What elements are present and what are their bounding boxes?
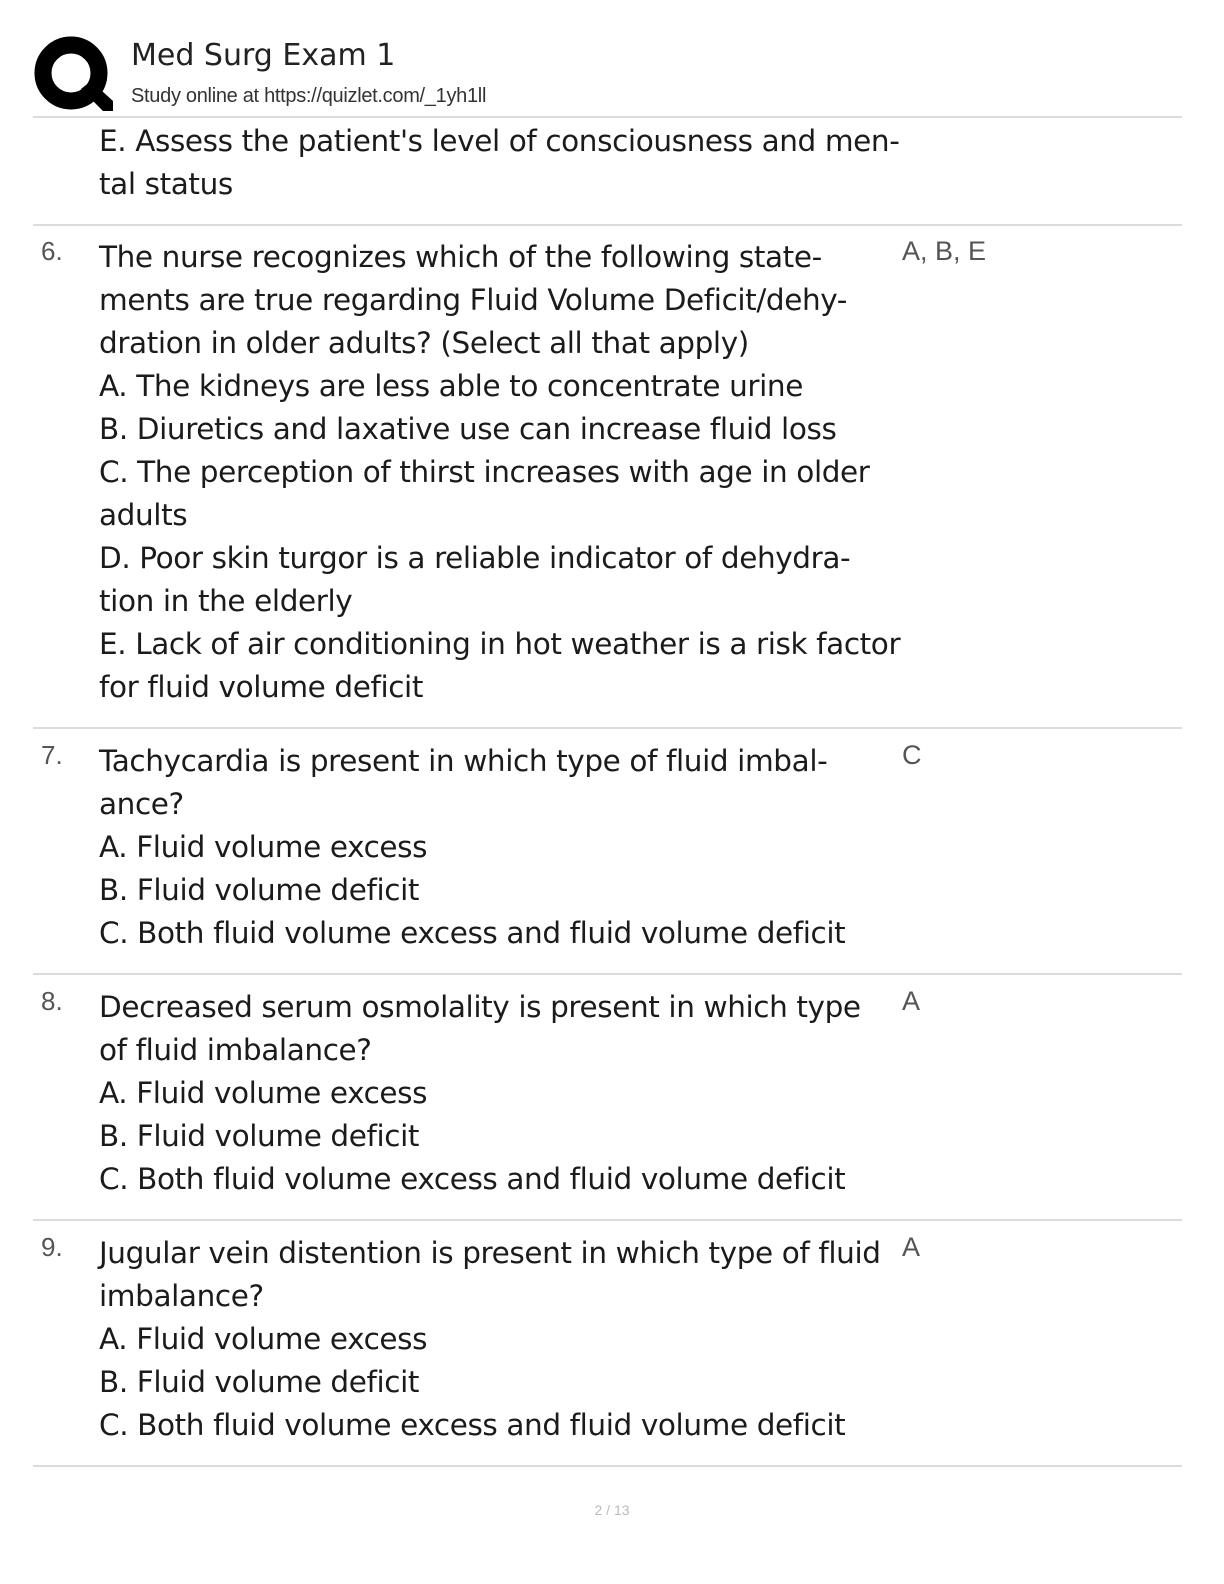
text-line: A. Fluid volume excess: [99, 830, 428, 864]
text-line: A. Fluid volume excess: [99, 1076, 428, 1110]
text-line: adults: [99, 498, 188, 532]
card-question: [99, 986, 899, 1201]
continuation-text: [99, 120, 899, 206]
card-number: 6.: [41, 236, 63, 266]
card-number: 9.: [41, 1232, 63, 1262]
text-line: dration in older adults? (Select all that apply): [99, 326, 749, 360]
text-line: B. Fluid volume deficit: [99, 1365, 420, 1399]
page-header: [33, 30, 1183, 116]
text-line: for fluid volume deficit: [99, 670, 424, 704]
flashcard-7: [33, 740, 1182, 966]
text-line: E. Assess the patient's level of consciousness and men-: [99, 124, 900, 158]
card-question: [99, 740, 899, 955]
card-question: [99, 1232, 899, 1447]
study-online-link[interactable]: Study online at https://quizlet.com/_1yh1ll: [131, 85, 487, 107]
document-title: Med Surg Exam 1: [131, 38, 396, 73]
text-line: tal status: [99, 167, 233, 201]
continuation-block: [33, 120, 1182, 220]
text-line: C. Both fluid volume excess and fluid volume deficit: [99, 916, 846, 950]
text-line: ance?: [99, 787, 184, 821]
page-number: 2 / 13: [594, 1502, 630, 1518]
flashcard-8: [33, 986, 1182, 1212]
text-line: Decreased serum osmolality is present in which type: [99, 990, 861, 1024]
divider: [33, 727, 1182, 729]
text-line: C. The perception of thirst increases with age in older: [99, 455, 870, 489]
text-line: B. Diuretics and laxative use can increase fluid loss: [99, 412, 837, 446]
card-number: 8.: [41, 986, 63, 1016]
divider: [33, 116, 1182, 118]
text-line: B. Fluid volume deficit: [99, 873, 420, 907]
text-line: C. Both fluid volume excess and fluid volume deficit: [99, 1408, 846, 1442]
text-line: imbalance?: [99, 1279, 264, 1313]
text-line: Jugular vein distention is present in which type of fluid: [99, 1236, 881, 1270]
flashcard-6: [33, 236, 1182, 716]
text-line: A. The kidneys are less able to concentrate urine: [99, 369, 803, 403]
card-number: 7.: [41, 740, 63, 770]
text-line: of fluid imbalance?: [99, 1033, 372, 1067]
card-question: [99, 236, 899, 709]
flashcard-9: [33, 1232, 1182, 1458]
text-line: C. Both fluid volume excess and fluid volume deficit: [99, 1162, 846, 1196]
divider: [33, 1465, 1182, 1467]
text-line: B. Fluid volume deficit: [99, 1119, 420, 1153]
quizlet-logo-icon: [33, 35, 113, 115]
text-line: A. Fluid volume excess: [99, 1322, 428, 1356]
card-answer: C: [902, 740, 922, 770]
text-line: D. Poor skin turgor is a reliable indicator of dehydra-: [99, 541, 851, 575]
text-line: E. Lack of air conditioning in hot weather is a risk factor: [99, 627, 901, 661]
divider: [33, 1219, 1182, 1221]
text-line: ments are true regarding Fluid Volume Deficit/dehy-: [99, 283, 848, 317]
text-line: The nurse recognizes which of the following state-: [99, 240, 822, 274]
divider: [33, 224, 1182, 226]
card-answer: A: [902, 1232, 921, 1262]
card-answer: A, B, E: [902, 236, 987, 266]
text-line: Tachycardia is present in which type of fluid imbal-: [99, 744, 828, 778]
text-line: tion in the elderly: [99, 584, 353, 618]
divider: [33, 973, 1182, 975]
card-answer: A: [902, 986, 921, 1016]
